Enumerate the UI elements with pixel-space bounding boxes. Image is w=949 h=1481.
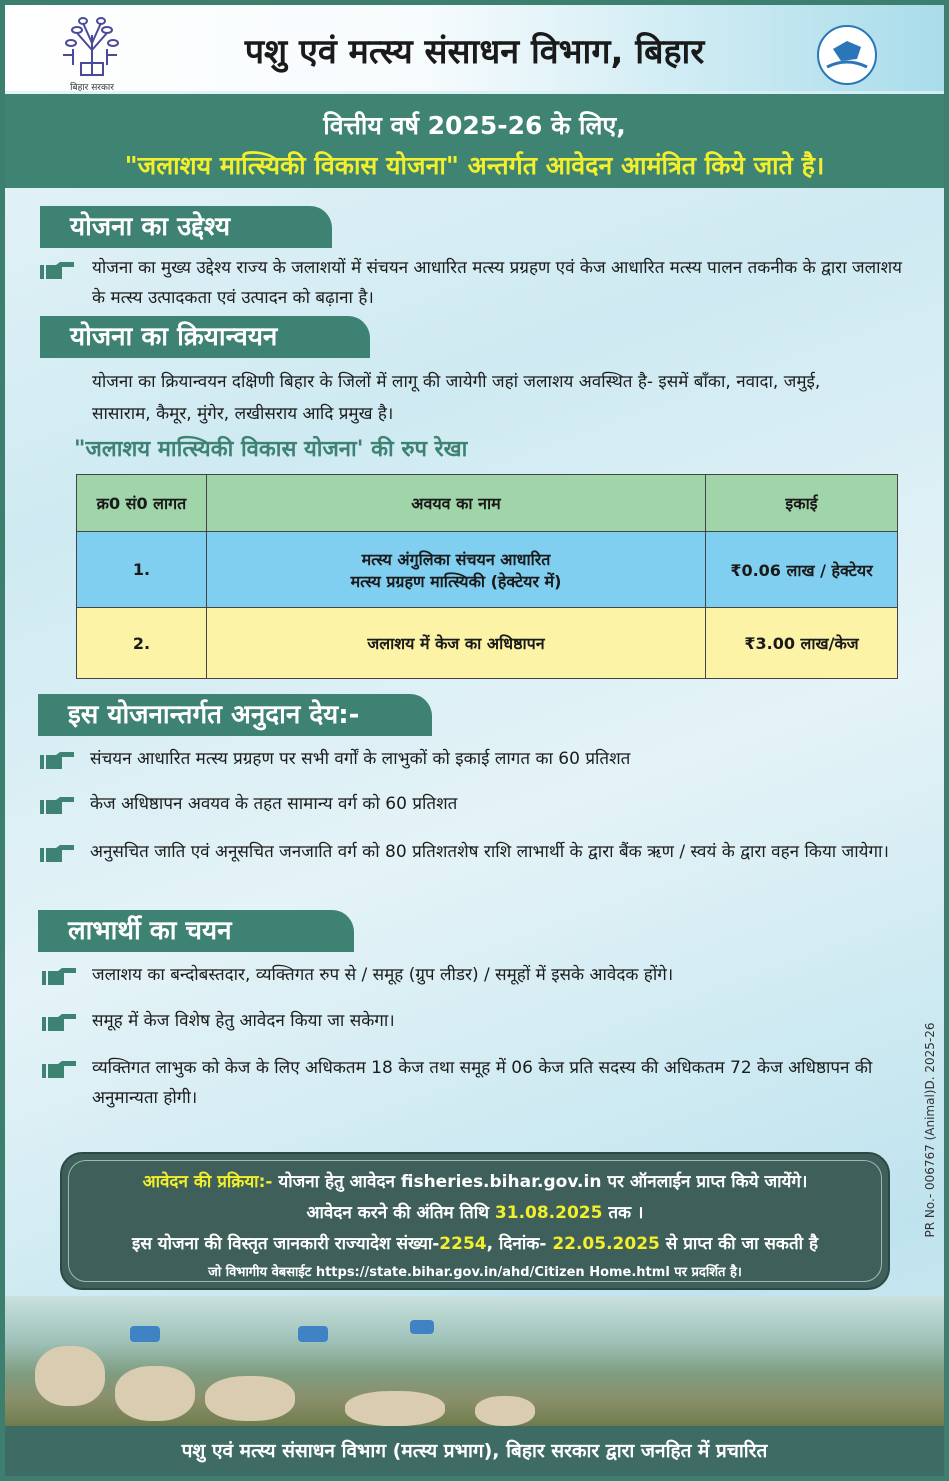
implementation-text: योजना का क्रियान्वयन दक्षिणी बिहार के जिलों में लागू की जायेगी जहां जलाशय अवस्थित है- इसमें बाँका, नवादा, जमुई, सासाराम, कैमूर, मुंगेर, लखीसराय आदि प्रमुख है। [92, 372, 821, 424]
deadline-line [69, 1200, 881, 1223]
announcement-banner [5, 94, 944, 188]
scheme-outline-table [76, 474, 898, 679]
row-name-line-2: मत्स्य प्रग्रहण मात्स्यिकी (हेक्टेयर में) [350, 571, 562, 591]
fisheries-logo-icon [817, 25, 877, 85]
column-header-unit: इकाई [706, 475, 898, 532]
selection-heading: लाभार्थी का चयन [38, 910, 354, 952]
column-header-sn: क्र0 सं0 लागत [77, 475, 207, 532]
application-info-box [60, 1152, 890, 1290]
pointing-hand-icon [42, 1060, 78, 1080]
grant-item: संचयन आधारित मत्स्य प्रग्रहण पर सभी वर्गों के लाभुकों को इकाई लागत का 60 प्रतिशत [90, 749, 631, 769]
pointing-hand-icon [40, 796, 76, 816]
table-header-row [77, 475, 898, 532]
row-unit: ₹0.06 लाख / हेक्टेयर [706, 532, 898, 608]
table-row [77, 608, 898, 679]
website-line: जो विभागीय वेबसाईट https://state.bihar.gov.in/ahd/Citizen Home.html पर प्रदर्शित है। [208, 1265, 742, 1280]
grant-item: केज अधिष्ठापन अवयव के तहत सामान्य वर्ग को 60 प्रतिशत [90, 794, 458, 814]
outline-title: "जलाशय मात्स्यिकी विकास योजना' की रुप रेखा [74, 437, 468, 462]
objective-text: योजना का मुख्य उद्देश्य राज्य के जलाशयों में संचयन आधारित मत्स्य प्रग्रहण एवं केज आधारित मत्स्य पालन तकनीक के द्वारा जलाशय के मत्स्य उत्पादकता एवं उत्पादन को बढ़ाना है। [92, 258, 902, 308]
banner-line-1: वित्तीय वर्ष 2025-26 के लिए, [323, 111, 626, 140]
reservoir-photo [5, 1296, 944, 1426]
pr-number: PR No.- 006767 (Animal)D. 2025-26 [923, 1022, 937, 1238]
pointing-hand-icon [42, 1013, 78, 1033]
footer: पशु एवं मत्स्य संसाधन विभाग (मत्स्य प्रभाग), बिहार सरकार द्वारा जनहित में प्रचारित [5, 1426, 944, 1476]
row-sn: 1. [77, 532, 207, 608]
logo-caption: बिहार सरकार [70, 83, 114, 93]
deadline-suffix: तक । [602, 1203, 644, 1223]
objective-heading: योजना का उद्देश्य [40, 206, 332, 248]
row-name-line-1: मत्स्य अंगुलिका संचयन आधारित [361, 549, 551, 569]
details-prefix: इस योजना की विस्तृत जानकारी राज्यादेश संख्या- [131, 1234, 440, 1254]
pointing-hand-icon [40, 261, 76, 281]
table-row [77, 532, 898, 608]
pointing-hand-icon [40, 844, 76, 864]
process-label: आवेदन की प्रक्रिया:- [142, 1172, 273, 1192]
selection-item: समूह में केज विशेष हेतु आवेदन किया जा सकेगा। [92, 1011, 395, 1031]
deadline-date: 31.08.2025 [494, 1203, 603, 1223]
selection-item: जलाशय का बन्दोबस्तदार, व्यक्तिगत रुप से / समूह (ग्रुप लीडर) / समूहों में इसके आवेदक होंगे। [92, 965, 674, 985]
banner-line-2: "जलाशय मात्स्यिकी विकास योजना" अन्तर्गत आवेदन आमंत्रित किये जाते है। [124, 151, 825, 180]
grant-heading: इस योजनान्तर्गत अनुदान देय:- [38, 694, 432, 736]
order-date: 22.05.2025 [552, 1234, 660, 1254]
details-mid: , दिनांक- [486, 1234, 553, 1254]
pointing-hand-icon [40, 751, 76, 771]
order-number: 2254 [439, 1234, 487, 1254]
process-text: योजना हेतु आवेदन fisheries.bihar.gov.in पर ऑनलाईन प्राप्त किये जायेंगे। [272, 1172, 808, 1192]
pointing-hand-icon [42, 967, 78, 987]
process-line [69, 1169, 881, 1192]
column-header-name: अवयव का नाम [207, 475, 706, 532]
row-name: जलाशय में केज का अधिष्ठापन [207, 608, 706, 679]
details-line [69, 1231, 881, 1254]
details-suffix: से प्राप्त की जा सकती है [659, 1234, 819, 1254]
row-unit: ₹3.00 लाख/केज [706, 608, 898, 679]
grant-item: अनुसचित जाति एवं अनूसचित जनजाति वर्ग को 80 प्रतिशतशेष राशि लाभार्थी के द्वारा बैंक ऋण / स्वयं के द्वारा वहन किया जायेगा। [90, 842, 889, 862]
department-title: पशु एवं मत्स्य संसाधन विभाग, बिहार [244, 32, 705, 72]
deadline-label: आवेदन करने की अंतिम तिथि [306, 1203, 495, 1223]
header [5, 5, 944, 91]
row-name [207, 532, 706, 608]
selection-item: व्यक्तिगत लाभुक को केज के लिए अधिकतम 18 केज तथा समूह में 06 केज प्रति सदस्य की अधिकतम 72 केज अधिष्ठापन की अनुमान्यता होगी। [92, 1058, 873, 1108]
row-sn: 2. [77, 608, 207, 679]
implementation-heading: योजना का क्रियान्वयन [40, 316, 370, 358]
